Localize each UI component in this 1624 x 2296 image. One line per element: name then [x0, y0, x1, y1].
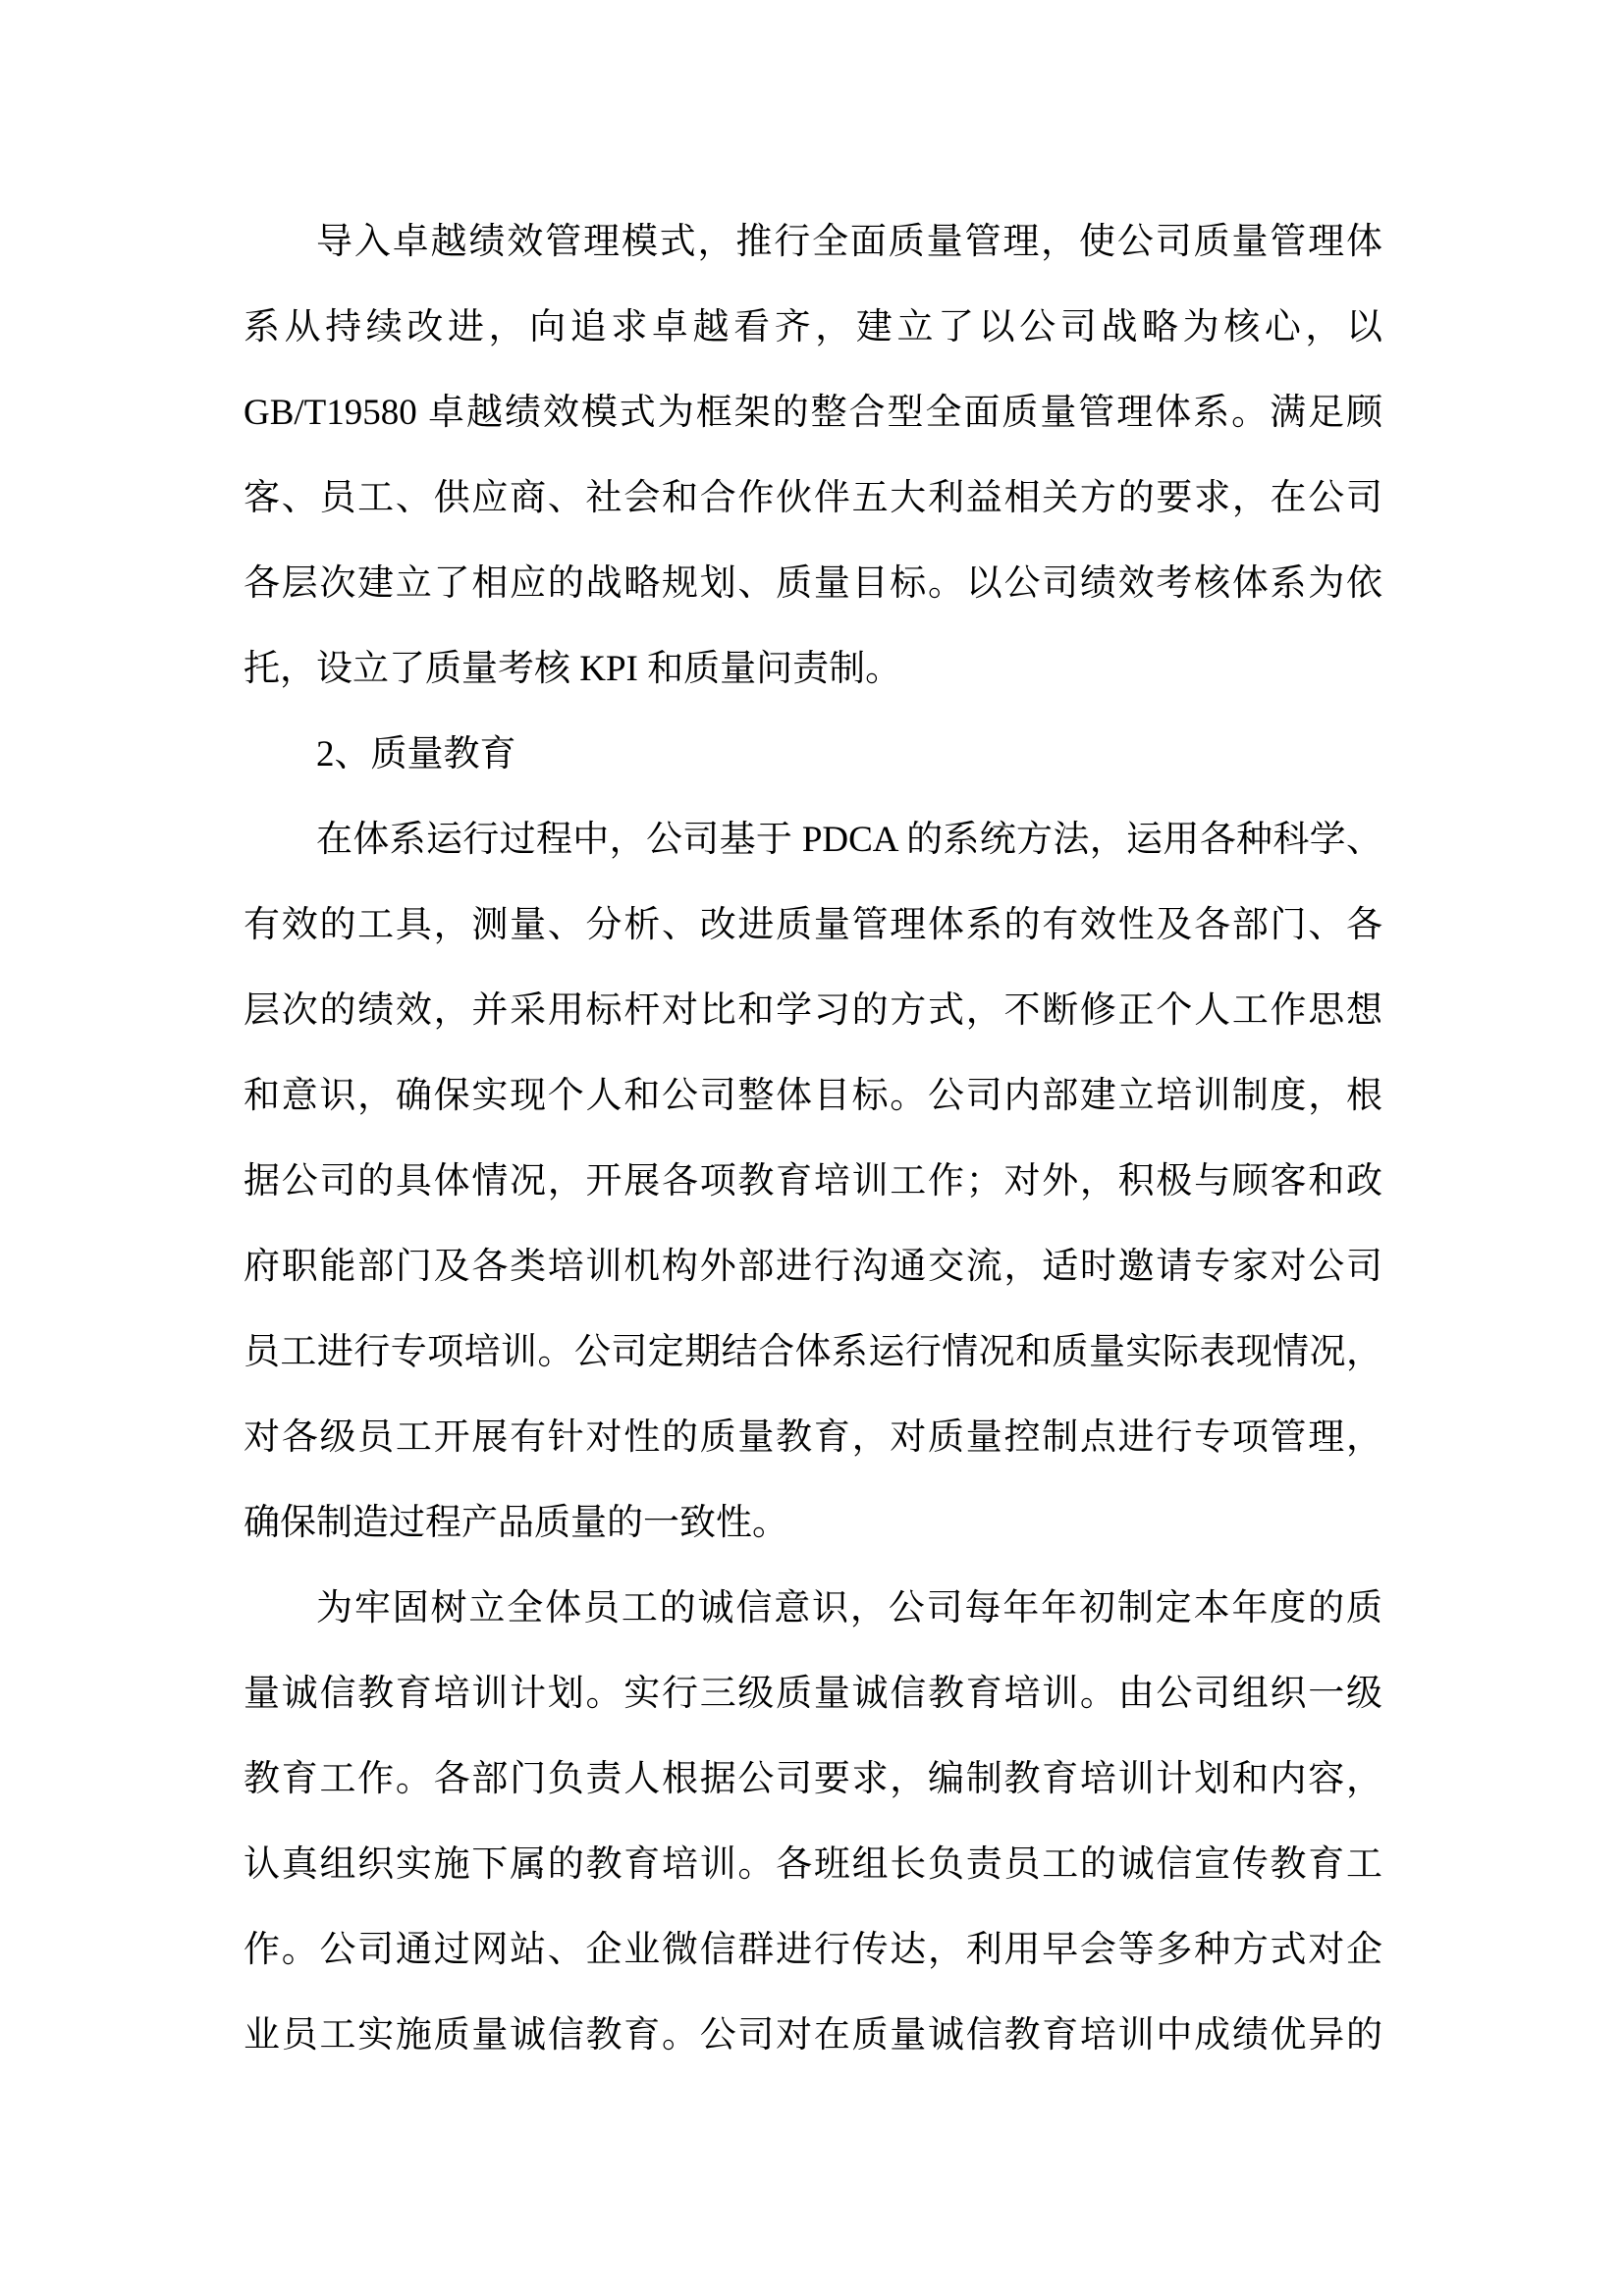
text-line: 各层次建立了相应的战略规划、质量目标。以公司绩效考核体系为依 — [244, 563, 1382, 604]
text-line: 认真组织实施下属的教育培训。各班组长负责员工的诚信宣传教育工 — [244, 1844, 1382, 1885]
text-line: 府职能部门及各类培训机构外部进行沟通交流，适时邀请专家对公司 — [244, 1247, 1382, 1287]
text-line: 和意识，确保实现个人和公司整体目标。公司内部建立培训制度，根 — [244, 1076, 1382, 1116]
text-line: 教育工作。各部门负责人根据公司要求，编制教育培训计划和内容， — [244, 1759, 1382, 1799]
text-line: 为牢固树立全体员工的诚信意识，公司每年年初制定本年度的质 — [316, 1588, 1382, 1629]
section-heading: 2、质量教育 — [316, 734, 516, 774]
text-line: 客、员工、供应商、社会和合作伙伴五大利益相关方的要求，在公司 — [244, 478, 1382, 518]
text-line: 员工进行专项培训。公司定期结合体系运行情况和质量实际表现情况， — [244, 1332, 1382, 1372]
text-line: 量诚信教育培训计划。实行三级质量诚信教育培训。由公司组织一级 — [244, 1674, 1382, 1714]
text-line: 对各级员工开展有针对性的质量教育，对质量控制点进行专项管理， — [244, 1417, 1382, 1458]
text-line: 导入卓越绩效管理模式，推行全面质量管理，使公司质量管理体 — [316, 222, 1382, 262]
text-line: 据公司的具体情况，开展各项教育培训工作；对外，积极与顾客和政 — [244, 1161, 1382, 1201]
text-line: GB/T19580 卓越绩效模式为框架的整合型全面质量管理体系。满足顾 — [244, 393, 1382, 433]
text-block — [244, 199, 1382, 2078]
text-line: 作。公司通过网站、企业微信群进行传达，利用早会等多种方式对企 — [244, 1930, 1382, 1970]
text-line: 系从持续改进，向追求卓越看齐，建立了以公司战略为核心，以 — [244, 307, 1382, 347]
text-line: 有效的工具，测量、分析、改进质量管理体系的有效性及各部门、各 — [244, 905, 1382, 945]
text-line: 业员工实施质量诚信教育。公司对在质量诚信教育培训中成绩优异的 — [244, 2015, 1382, 2056]
text-line: 确保制造过程产品质量的一致性。 — [244, 1503, 788, 1543]
text-line: 在体系运行过程中，公司基于 PDCA 的系统方法，运用各种科学、 — [316, 820, 1382, 860]
text-line: 层次的绩效，并采用标杆对比和学习的方式，不断修正个人工作思想 — [244, 990, 1382, 1031]
text-line: 托，设立了质量考核 KPI 和质量问责制。 — [244, 649, 902, 689]
